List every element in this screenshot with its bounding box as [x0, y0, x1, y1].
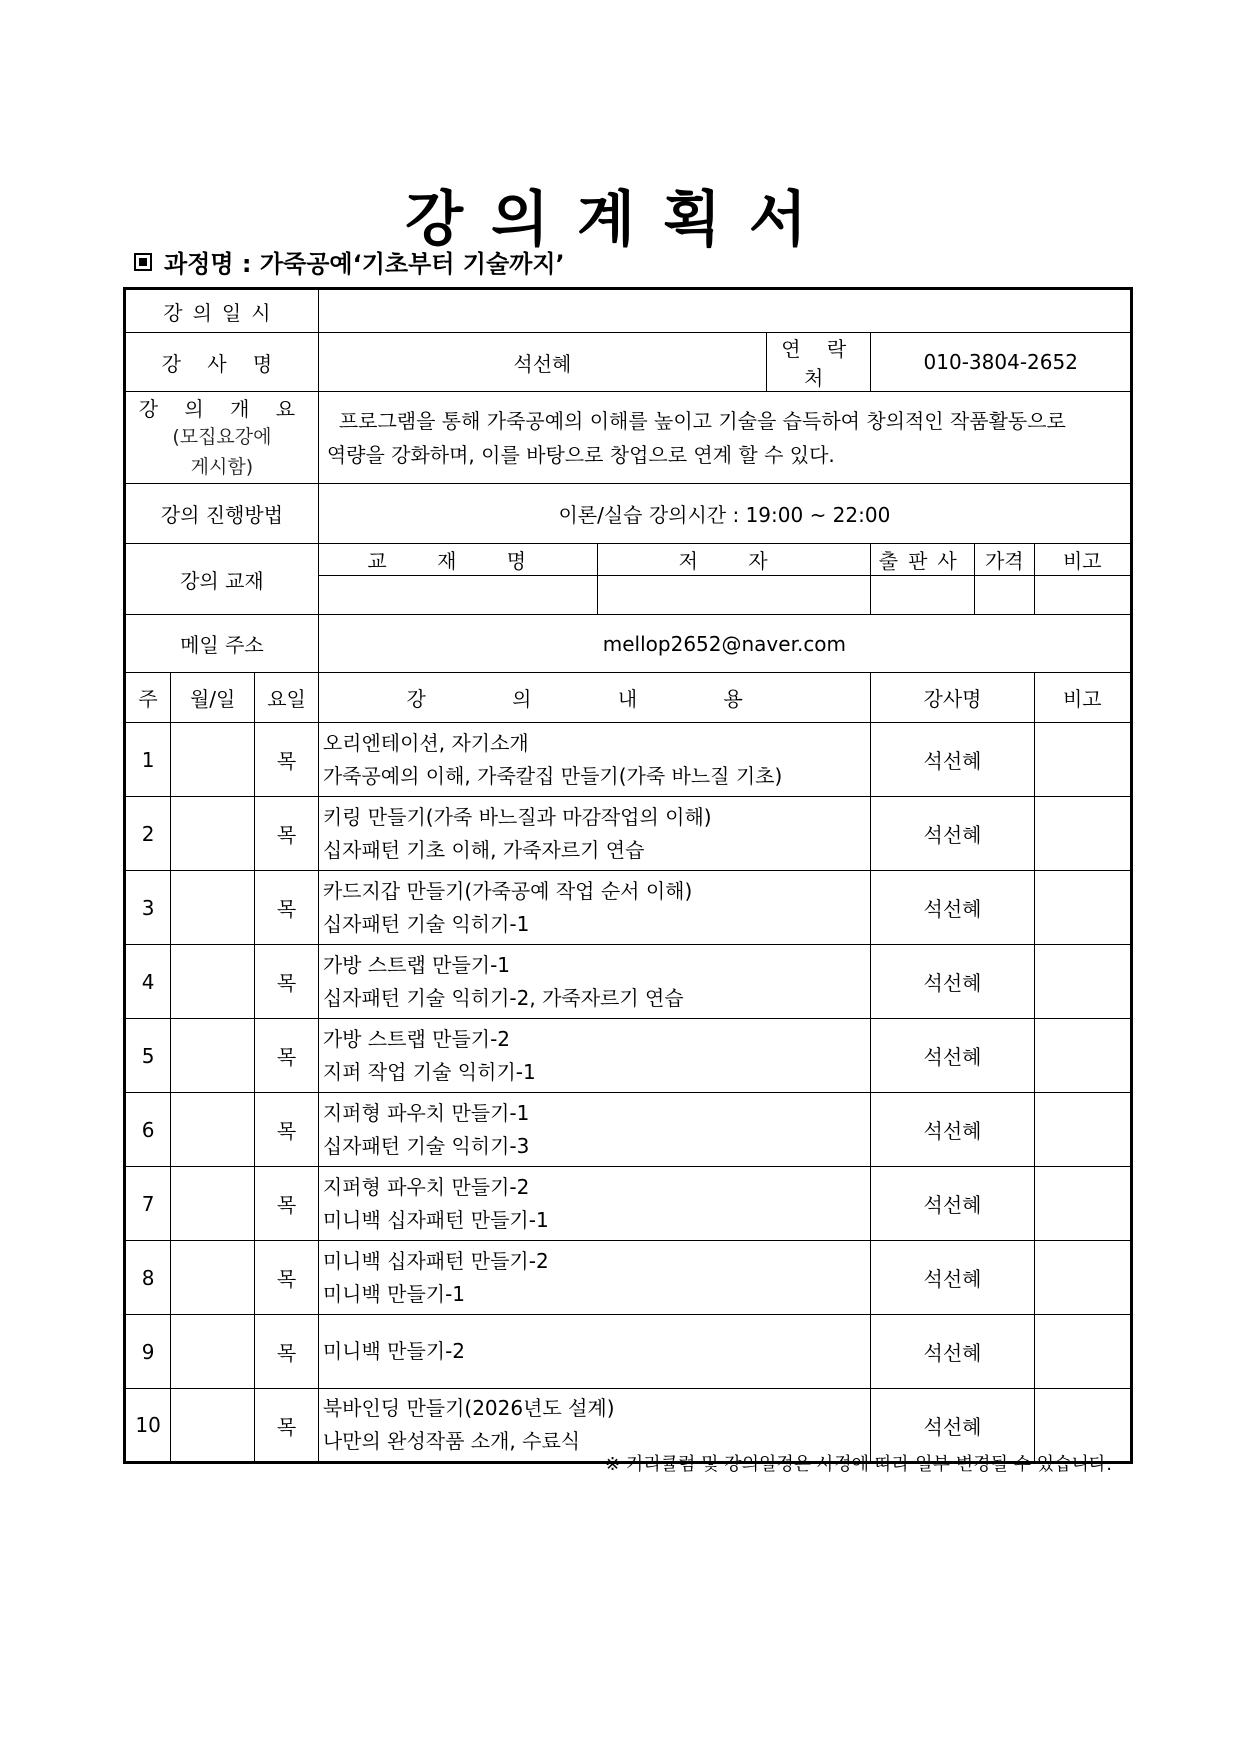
- overview-label: 강 의 개 요: [138, 397, 306, 421]
- contact-label: 연 락 처: [766, 333, 871, 392]
- week-number: 2: [125, 797, 171, 871]
- session-note: [1034, 797, 1131, 871]
- session-instructor: 석선혜: [871, 1389, 1034, 1463]
- contact-value: 010-3804-2652: [871, 333, 1132, 392]
- content-line-2: 십자패턴 기술 익히기-3: [322, 1133, 530, 1158]
- session-date: [171, 1167, 255, 1241]
- session-instructor: 석선혜: [871, 1093, 1034, 1167]
- session-instructor: 석선혜: [871, 1167, 1034, 1241]
- schedule-row: [125, 1241, 1132, 1315]
- textbook-price-cell: [975, 576, 1034, 615]
- week-number: 8: [125, 1241, 171, 1315]
- session-day: 목: [255, 1241, 319, 1315]
- content-line-2: 십자패턴 기술 익히기-2, 가죽자르기 연습: [322, 985, 684, 1010]
- content-line-1: 가방 스트랩 만들기-1: [322, 952, 511, 977]
- textbook-header-title: 교 재 명: [318, 544, 597, 576]
- session-instructor: 석선혜: [871, 945, 1034, 1019]
- session-day: 목: [255, 1315, 319, 1389]
- textbook-header-note: 비고: [1034, 544, 1131, 576]
- course-name: [134, 244, 565, 279]
- session-day: 목: [255, 1093, 319, 1167]
- overview-sub-2: 게시함): [190, 456, 254, 478]
- schedule-header-day: 요일: [255, 673, 319, 723]
- schedule-header-note: 비고: [1034, 673, 1131, 723]
- content-line-2: 십자패턴 기초 이해, 가죽자르기 연습: [322, 837, 645, 862]
- session-note: [1034, 1093, 1131, 1167]
- date-label: 강의일시: [125, 289, 319, 333]
- content-line-2: 미니백 십자패턴 만들기-1: [322, 1207, 549, 1232]
- textbook-header-price: 가격: [975, 544, 1034, 576]
- session-note: [1034, 1019, 1131, 1093]
- session-note: [1034, 723, 1131, 797]
- document-title: 강의계획서: [405, 185, 835, 255]
- content-line-1: 가방 스트랩 만들기-2: [322, 1026, 511, 1051]
- session-instructor: 석선혜: [871, 723, 1034, 797]
- session-date: [171, 871, 255, 945]
- content-line-1: 미니백 십자패턴 만들기-2: [322, 1248, 549, 1273]
- schedule-body: [125, 723, 1132, 1463]
- textbook-note-cell: [1034, 576, 1131, 615]
- overview-line-2: 역량을 강화하며, 이를 바탕으로 창업으로 연계 할 수 있다.: [326, 442, 835, 467]
- content-line-2: 미니백 만들기-1: [322, 1281, 466, 1306]
- instructor-label: 강 사 명: [125, 333, 319, 392]
- content-line-2: 가죽공예의 이해, 가죽칼집 만들기(가죽 바느질 기초): [322, 763, 783, 788]
- session-day: 목: [255, 871, 319, 945]
- session-date: [171, 945, 255, 1019]
- textbook-title-cell: [318, 576, 597, 615]
- session-content: [318, 1019, 871, 1093]
- schedule-header-content: 강 의 내 용: [318, 673, 871, 723]
- course-label: 과정명 : 가죽공예‘기초부터 기술까지’: [164, 250, 565, 278]
- session-content: [318, 1315, 871, 1389]
- session-content: [318, 871, 871, 945]
- session-note: [1034, 1315, 1131, 1389]
- week-number: 3: [125, 871, 171, 945]
- content-line-1: 지퍼형 파우치 만들기-1: [322, 1100, 530, 1125]
- session-note: [1034, 1241, 1131, 1315]
- week-number: 6: [125, 1093, 171, 1167]
- schedule-row: [125, 1315, 1132, 1389]
- schedule-row: [125, 871, 1132, 945]
- session-note: [1034, 1167, 1131, 1241]
- textbook-label: 강의 교재: [125, 544, 319, 615]
- content-line-1: 북바인딩 만들기(2026년도 설계): [322, 1396, 615, 1420]
- content-line-1: 미니백 만들기-2: [322, 1339, 466, 1363]
- lecture-plan-table: [123, 287, 1133, 1464]
- overview-label-cell: [125, 392, 319, 484]
- schedule-row: [125, 723, 1132, 797]
- schedule-row: [125, 945, 1132, 1019]
- session-date: [171, 1241, 255, 1315]
- method-label: 강의 진행방법: [125, 484, 319, 544]
- session-instructor: 석선혜: [871, 1241, 1034, 1315]
- instructor-value: 석선혜: [318, 333, 766, 392]
- schedule-row: [125, 1167, 1132, 1241]
- square-bullet-icon: [134, 253, 152, 271]
- session-instructor: 석선혜: [871, 1315, 1034, 1389]
- textbook-header-publisher: 출판사: [871, 544, 975, 576]
- session-day: 목: [255, 1167, 319, 1241]
- content-line-1: 지퍼형 파우치 만들기-2: [322, 1174, 530, 1199]
- email-label: 메일 주소: [125, 615, 319, 673]
- email-value: mellop2652@naver.com: [318, 615, 1131, 673]
- schedule-header-week: 주: [125, 673, 171, 723]
- session-content: [318, 1241, 871, 1315]
- content-line-2: 나만의 완성작품 소개, 수료식: [322, 1429, 581, 1453]
- session-instructor: 석선혜: [871, 1019, 1034, 1093]
- session-note: [1034, 945, 1131, 1019]
- textbook-header-author: 저 자: [597, 544, 871, 576]
- session-content: [318, 1167, 871, 1241]
- session-content: [318, 723, 871, 797]
- session-day: 목: [255, 945, 319, 1019]
- session-date: [171, 1315, 255, 1389]
- session-content: [318, 945, 871, 1019]
- content-line-1: 오리엔테이션, 자기소개: [322, 730, 529, 755]
- week-number: 4: [125, 945, 171, 1019]
- session-content: [318, 797, 871, 871]
- schedule-header-date: 월/일: [171, 673, 255, 723]
- session-instructor: 석선혜: [871, 797, 1034, 871]
- method-value: 이론/실습 강의시간 : 19:00 ~ 22:00: [318, 484, 1131, 544]
- content-line-1: 키링 만들기(가죽 바느질과 마감작업의 이해): [322, 804, 712, 829]
- week-number: 5: [125, 1019, 171, 1093]
- week-number: 1: [125, 723, 171, 797]
- schedule-row: [125, 797, 1132, 871]
- week-number: 9: [125, 1315, 171, 1389]
- session-day: 목: [255, 723, 319, 797]
- overview-sub-1: (모집요강에: [172, 426, 272, 448]
- schedule-row: [125, 1019, 1132, 1093]
- date-value: [318, 289, 1131, 333]
- schedule-header-instructor: 강사명: [871, 673, 1034, 723]
- session-date: [171, 723, 255, 797]
- session-date: [171, 1019, 255, 1093]
- content-line-2: 지퍼 작업 기술 익히기-1: [322, 1059, 536, 1084]
- week-number: 10: [125, 1389, 171, 1463]
- content-line-1: 카드지갑 만들기(가죽공예 작업 순서 이해): [322, 878, 693, 903]
- overview-line-1: 프로그램을 통해 가죽공예의 이해를 높이고 기술을 습득하여 창의적인 작품활동으로: [338, 408, 1066, 433]
- session-date: [171, 797, 255, 871]
- session-day: 목: [255, 797, 319, 871]
- session-day: 목: [255, 1019, 319, 1093]
- footnote: ※ 커리큘럼 및 강의일정은 사정에 따라 일부 변경될 수 있습니다.: [605, 1454, 1112, 1475]
- session-date: [171, 1093, 255, 1167]
- week-number: 7: [125, 1167, 171, 1241]
- session-instructor: 석선혜: [871, 871, 1034, 945]
- content-line-2: 십자패턴 기술 익히기-1: [322, 911, 530, 936]
- overview-text: [318, 392, 1131, 484]
- session-content: [318, 1093, 871, 1167]
- session-day: 목: [255, 1389, 319, 1463]
- textbook-author-cell: [597, 576, 871, 615]
- schedule-row: [125, 1093, 1132, 1167]
- textbook-publisher-cell: [871, 576, 975, 615]
- session-note: [1034, 871, 1131, 945]
